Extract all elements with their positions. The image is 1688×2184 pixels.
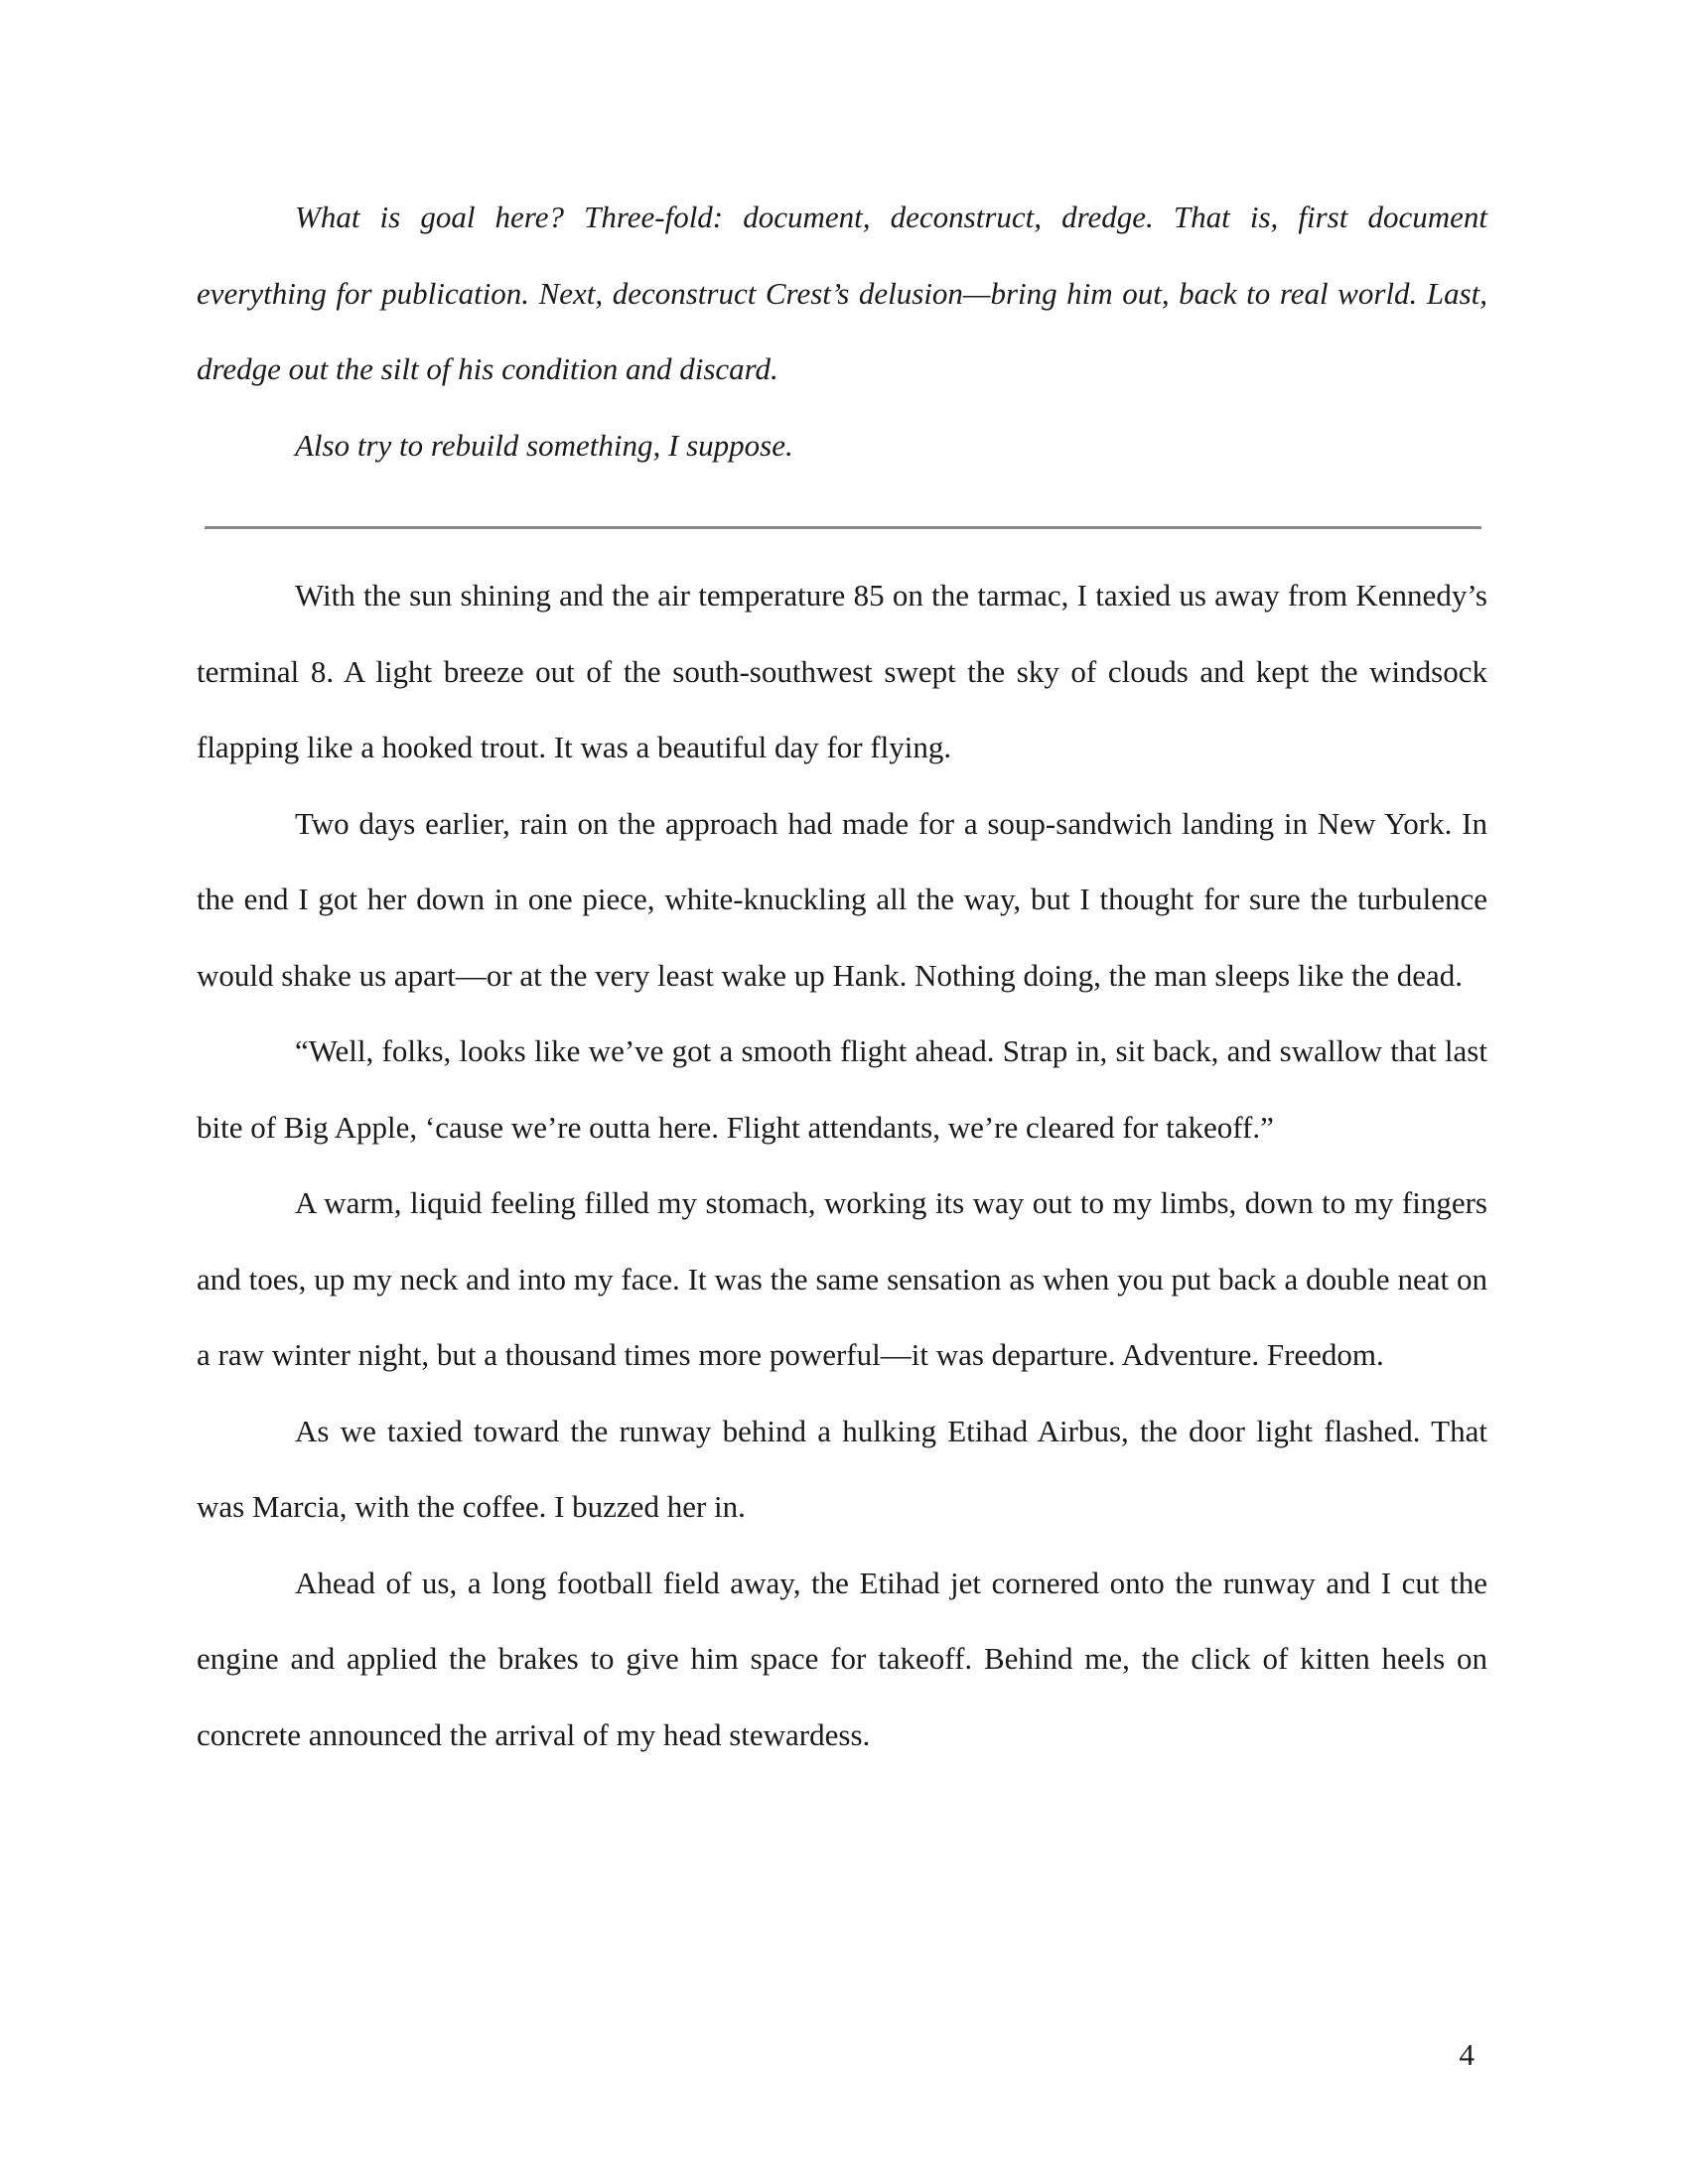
narrative-section [197, 558, 1487, 1773]
narrative-paragraph-6: Ahead of us, a long football field away, the Etihad jet cornered onto the runway and I cut the engine and applied the brakes to give him space for takeoff. Behind me, the click of kitten heels on concrete announced the arrival of my head stewardess. [197, 1565, 1487, 1752]
section-divider [205, 526, 1481, 529]
narrative-paragraph-2: Two days earlier, rain on the approach had made for a soup-sandwich landing in New York. In the end I got her down in one piece, white-knuckling all the way, but I thought for sure the turbulence would shake us apart—or at the very least wake up Hank. Nothing doing, the man sleeps like the dead. [197, 805, 1487, 993]
narrative-paragraph-4: A warm, liquid feeling filled my stomach, working its way out to my limbs, down to my fingers and toes, up my neck and into my face. It was the same sensation as when you put back a double neat on a raw winter night, but a thousand times more powerful—it was departure. Adventure. Freedom. [197, 1185, 1487, 1372]
narrative-paragraph-3: “Well, folks, looks like we’ve got a smooth flight ahead. Strap in, sit back, and swallow that last bite of Big Apple, ‘cause we’re outta here. Flight attendants, we’re cleared for takeoff.” [197, 1033, 1487, 1145]
page-number: 4 [1459, 2037, 1475, 2072]
notes-paragraph-2: Also try to rebuild something, I suppose. [295, 427, 793, 463]
narrative-paragraph-5: As we taxied toward the runway behind a hulking Etihad Airbus, the door light flashed. That was Marcia, with the coffee. I buzzed her in. [197, 1413, 1487, 1524]
narrative-paragraph-1: With the sun shining and the air temperature 85 on the tarmac, I taxied us away from Kennedy’s terminal 8. A light breeze out of the south-southwest swept the sky of clouds and kept the windsock flapping like a hooked trout. It was a beautiful day for flying. [197, 578, 1487, 764]
italic-notes-section [197, 180, 1487, 483]
notes-paragraph-1: What is goal here? Three-fold: document, deconstruct, dredge. That is, first document everything for publication. Next, deconstruct Crest’s delusion—bring him out, back to real world. Last, dredge out the silt of his condition and discard. [197, 200, 1487, 386]
